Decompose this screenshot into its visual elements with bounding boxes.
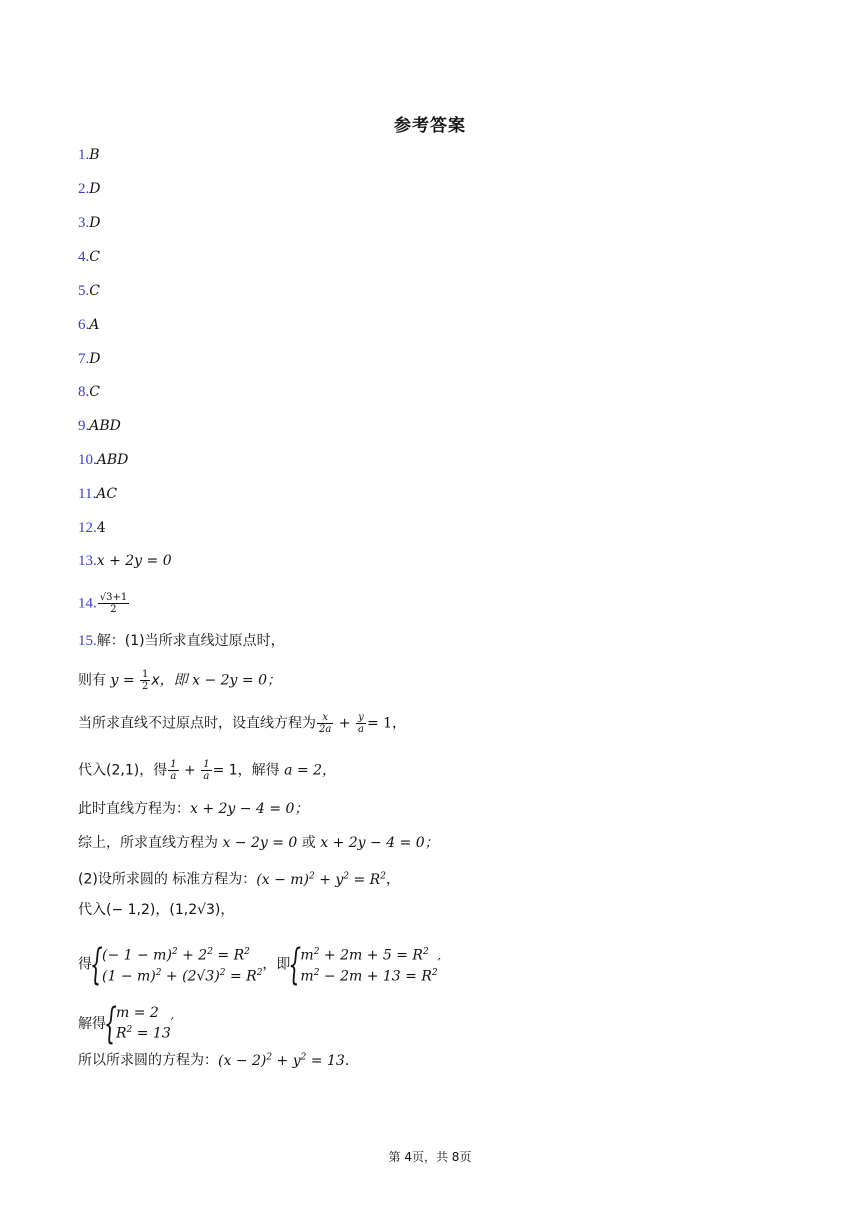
solution-line-5: 此时直线方程为：x + 2y − 4 = 0； — [78, 801, 309, 817]
answer-4 — [78, 247, 100, 267]
question-number: 8. — [78, 384, 90, 400]
solution-line-3: 当所求直线不过原点时，设直线方程为 $\frac{x}{2a}$ + $\frac{y}{a}$ = 1， — [78, 712, 407, 735]
answer-14 — [78, 592, 130, 615]
answer-11 — [78, 484, 117, 504]
question-number: 15. — [78, 633, 97, 649]
answer-text: x + 2y = 0 — [96, 553, 172, 569]
solution-line-2: 则有 y = $\frac{1}{2}$ x，即 x − 2y = 0； — [78, 669, 282, 692]
question-number: 9. — [78, 418, 90, 434]
answer-6 — [78, 315, 99, 335]
solution-line-4: 代入(2,1)，得 $\frac{1}{a}$ + $\frac{1}{a}$ = 1，解得 a = 2， — [78, 759, 337, 782]
answer-text: D — [89, 351, 101, 367]
fraction: $\frac{√3+1}{2}$ — [99, 592, 128, 615]
question-number: 11. — [78, 486, 97, 502]
answer-5 — [78, 281, 100, 301]
page-footer: 第 4页，共 8页 — [388, 1150, 472, 1164]
question-number: 13. — [78, 553, 97, 569]
answer-1 — [78, 145, 100, 165]
answer-15-intro: 15.解：(1)当所求直线过原点时， — [78, 633, 285, 649]
solution-line-8: 代入(− 1,2)，(1,2√3)， — [78, 902, 235, 918]
fraction: $\frac{x}{2a}$ — [319, 712, 332, 735]
answer-12 — [78, 518, 106, 538]
question-number: 5. — [78, 283, 90, 299]
answer-text: D — [89, 215, 101, 231]
question-number: 10. — [78, 452, 97, 468]
answer-text: C — [89, 384, 100, 400]
page-title: 参考答案 — [394, 116, 466, 136]
question-number: 14. — [78, 595, 97, 612]
answer-text: C — [89, 249, 100, 265]
answer-2 — [78, 179, 100, 199]
answer-text: ABD — [96, 452, 129, 468]
answer-8 — [78, 382, 100, 402]
answer-text: AC — [96, 486, 118, 502]
solution-line-6: 综上，所求直线方程为 x − 2y = 0 或 x + 2y − 4 = 0； — [78, 835, 439, 851]
answer-7 — [78, 349, 100, 369]
answer-3 — [78, 213, 100, 233]
answer-10 — [78, 450, 128, 470]
fraction: $\frac{y}{a}$ — [357, 712, 364, 735]
fraction: $\frac{1}{a}$ — [203, 759, 210, 782]
answer-text: A — [89, 317, 100, 333]
question-number: 7. — [78, 351, 90, 367]
answer-text: C — [89, 283, 100, 299]
question-number: 2. — [78, 181, 90, 197]
fraction: $\frac{1}{2}$ — [142, 669, 149, 692]
answer-9 — [78, 416, 121, 436]
answer-text: ABD — [89, 418, 121, 434]
question-number: 3. — [78, 215, 90, 231]
equation-system: { $m^2 + 2m + 5 = R^2$ $m^2 - 2m + 13 = R^2$ — [290, 944, 437, 985]
question-number: 6. — [78, 317, 90, 333]
answer-13 — [78, 551, 172, 571]
answer-text: B — [89, 147, 100, 163]
answer-text: 4 — [96, 520, 106, 536]
question-number: 12. — [78, 520, 97, 536]
solution-line-10: 解得 { m = 2 $R^2 = 13$ ′ — [78, 1005, 174, 1043]
fraction: $\frac{1}{a}$ — [170, 759, 177, 782]
solution-line-7: (2)设所求圆的 标准方程为：$(x - m)^2 + y^2 = R^2$， — [78, 871, 400, 888]
question-number: 4. — [78, 249, 90, 265]
solution-line-9: 得 { (− $1 - m)^2 + 2^2 = R^2$ $(1 - m)^2 + (2√3)^2 = R^2$ ，即 { $m^2 + 2m + 5 = R^2$ $m^2 - 2m + 13 = R^2$ ′ — [78, 944, 441, 985]
answer-text: D — [89, 181, 101, 197]
equation-system: { (− $1 - m)^2 + 2^2 = R^2$ $(1 - m)^2 + (2√3)^2 = R^2$ — [92, 944, 262, 985]
question-number: 1. — [78, 147, 90, 163]
solution-line-11: 所以所求圆的方程为：$(x - 2)^2 + y^2 = 13$. — [78, 1052, 350, 1069]
equation-system: { m = 2 $R^2 = 13$ — [106, 1005, 171, 1043]
